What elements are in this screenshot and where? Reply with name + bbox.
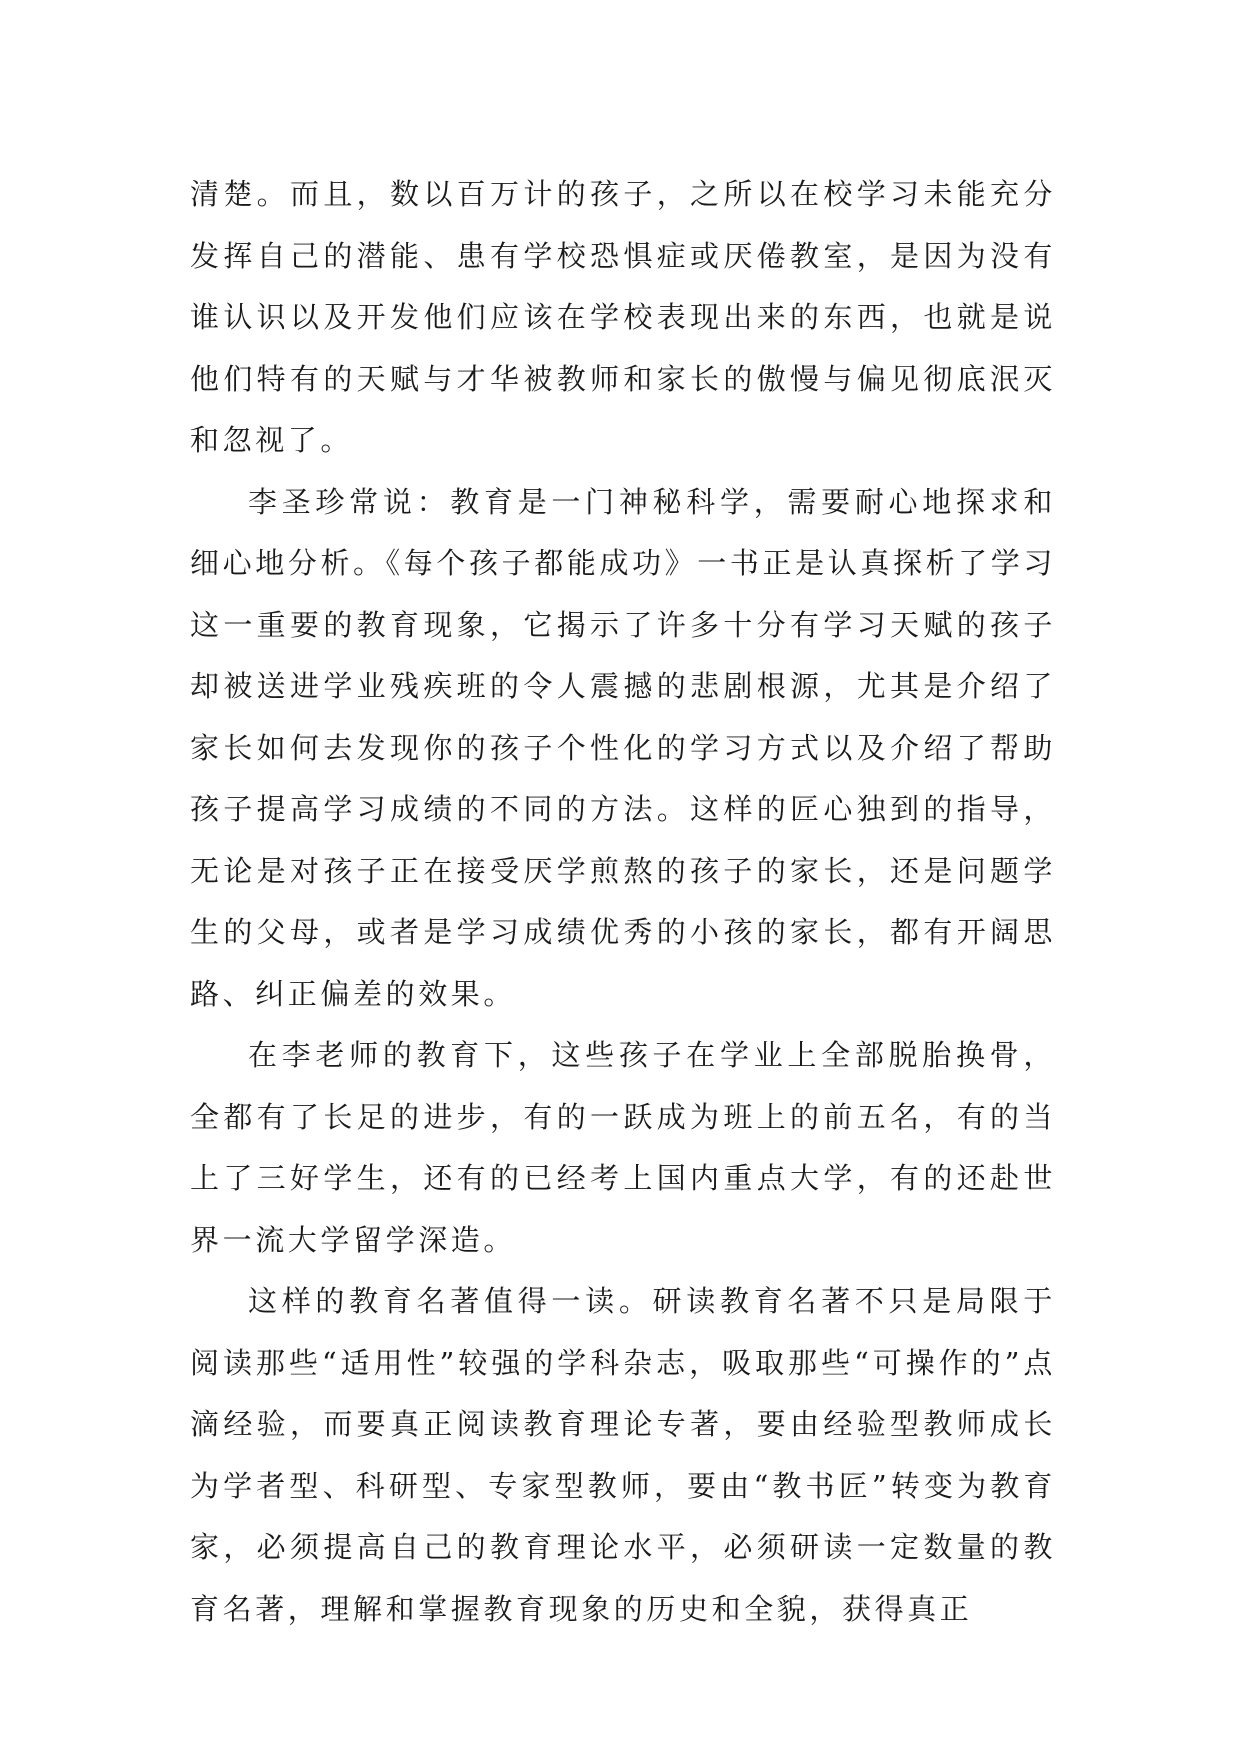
document-body [190,164,1056,1640]
paragraph-3: 在李老师的教育下，这些孩子在学业上全部脱胎换骨，全都有了长足的进步，有的一跃成为班上的前五名，有的当上了三好学生，还有的已经考上国内重点大学，有的还赴世界一流大学留学深造。 [190,1038,1056,1257]
paragraph-1: 清楚。而且，数以百万计的孩子，之所以在校学习未能充分发挥自己的潜能、患有学校恐惧症或厌倦教室，是因为没有谁认识以及开发他们应该在学校表现出来的东西，也就是说他们特有的天赋与才华被教师和家长的傲慢与偏见彻底泯灭和忽视了。 [190,177,1056,457]
paragraph-4: 这样的教育名著值得一读。研读教育名著不只是局限于阅读那些“适用性”较强的学科杂志，吸取那些“可操作的”点滴经验，而要真正阅读教育理论专著，要由经验型教师成长为学者型、科研型、专家型教师，要由“教书匠”转变为教育家，必须提高自己的教育理论水平，必须研读一定数量的教育名著，理解和掌握教育现象的历史和全貌，获得真正 [190,1284,1056,1626]
paragraph-2: 李圣珍常说：教育是一门神秘科学，需要耐心地探求和细心地分析。《每个孩子都能成功》一书正是认真探析了学习这一重要的教育现象，它揭示了许多十分有学习天赋的孩子却被送进学业残疾班的令人震撼的悲剧根源，尤其是介绍了家长如何去发现你的孩子个性化的学习方式以及介绍了帮助孩子提高学习成绩的不同的方法。这样的匠心独到的指导，无论是对孩子正在接受厌学煎熬的孩子的家长，还是问题学生的父母，或者是学习成绩优秀的小孩的家长，都有开阔思路、纠正偏差的效果。 [190,484,1056,1011]
